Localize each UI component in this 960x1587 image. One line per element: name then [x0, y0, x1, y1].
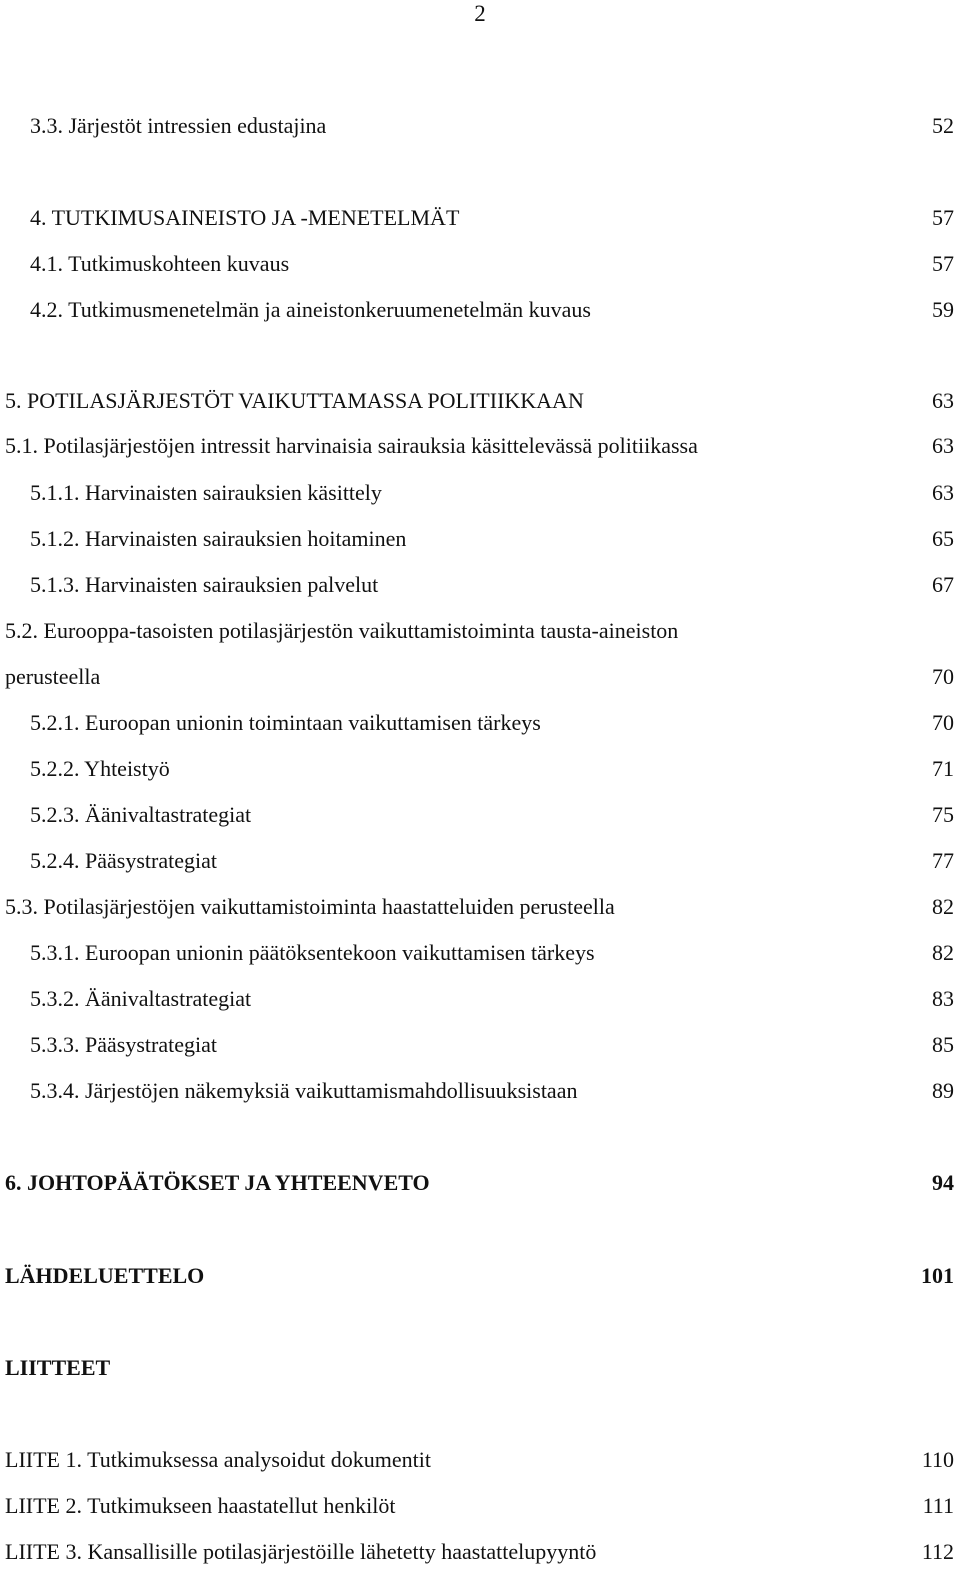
toc-entry-page: 70 — [932, 710, 954, 735]
toc-entry-page: 63 — [932, 433, 954, 458]
toc-entry-page: 57 — [932, 251, 954, 276]
toc-entry-title: 4. TUTKIMUSAINEISTO JA -MENETELMÄT — [30, 205, 460, 230]
toc-entry-page: 94 — [932, 1170, 954, 1195]
toc-entry-title: LÄHDELUETTELO — [5, 1263, 205, 1288]
toc-entry — [0, 846, 960, 876]
toc-entry-title: 5.3. Potilasjärjestöjen vaikuttamistoiminta haastatteluiden perusteella — [5, 894, 615, 919]
toc-entry — [0, 524, 960, 554]
toc-entry-page: 59 — [932, 297, 954, 322]
toc-entry — [0, 1491, 960, 1521]
toc-entry-title: 5.3.1. Euroopan unionin päätöksentekoon vaikuttamisen tärkeys — [30, 940, 595, 965]
toc-entry-title: LIITTEET — [5, 1355, 111, 1380]
toc-entry — [0, 938, 960, 968]
toc-entry-page: 71 — [932, 756, 954, 781]
toc-entry-page: 57 — [932, 205, 954, 230]
toc-entry-title: 5.3.3. Pääsystrategiat — [30, 1032, 217, 1057]
toc-entry-page: 65 — [932, 526, 954, 551]
toc-entry — [0, 662, 960, 692]
toc-entry — [0, 1261, 960, 1291]
toc-entry-page: 83 — [932, 986, 954, 1011]
toc-entry-page: 63 — [932, 388, 954, 413]
toc-entry — [0, 570, 960, 600]
toc-entry-page: 63 — [932, 480, 954, 505]
toc-entry — [0, 203, 960, 233]
toc-entry-title: 5.3.4. Järjestöjen näkemyksiä vaikuttamismahdollisuuksistaan — [30, 1078, 578, 1103]
toc-entry-title: 4.2. Tutkimusmenetelmän ja aineistonkeruumenetelmän kuvaus — [30, 297, 591, 322]
toc-entry — [0, 478, 960, 508]
toc-entry — [0, 984, 960, 1014]
toc-entry-page: 75 — [932, 802, 954, 827]
toc-entry-title: perusteella — [5, 664, 101, 689]
toc-entry-title: LIITE 2. Tutkimukseen haastatellut henkilöt — [5, 1493, 396, 1518]
toc-entry — [0, 111, 960, 141]
toc-entry-page: 67 — [932, 572, 954, 597]
toc-entry-title: 5. POTILASJÄRJESTÖT VAIKUTTAMASSA POLITIIKKAAN — [5, 388, 584, 413]
toc-entry-title: LIITE 3. Kansallisille potilasjärjestöille lähetetty haastattelupyyntö — [5, 1539, 597, 1564]
toc-entry-title: 5.2. Eurooppa-tasoisten potilasjärjestön vaikuttamistoiminta tausta-aineiston — [5, 618, 679, 643]
toc-entry-title: 5.1.3. Harvinaisten sairauksien palvelut — [30, 572, 379, 597]
toc-entry-title: 5.2.3. Äänivaltastrategiat — [30, 802, 252, 827]
toc-entry-page: 111 — [922, 1493, 954, 1518]
toc-entry — [0, 892, 960, 922]
toc-entry-title: LIITE 1. Tutkimuksessa analysoidut dokumentit — [5, 1447, 431, 1472]
toc-entry-title: 6. JOHTOPÄÄTÖKSET JA YHTEENVETO — [5, 1170, 430, 1195]
toc-entry — [0, 1445, 960, 1475]
toc-entry — [0, 800, 960, 830]
toc-entry-page: 110 — [921, 1447, 954, 1472]
toc-entry — [0, 754, 960, 784]
toc-entry — [0, 431, 960, 461]
toc-entry — [0, 1537, 960, 1567]
toc-entry-title: 5.3.2. Äänivaltastrategiat — [30, 986, 252, 1011]
toc-entry — [0, 1030, 960, 1060]
toc-entry-title: 5.1. Potilasjärjestöjen intressit harvinaisia sairauksia käsittelevässä politiikassa — [5, 433, 698, 458]
toc-entry-page: 112 — [921, 1539, 954, 1564]
toc-entry — [0, 1353, 960, 1383]
toc-entry-page: 82 — [932, 894, 954, 919]
toc-entry-page: 77 — [932, 848, 954, 873]
toc-entry — [0, 1168, 960, 1198]
toc-entry-title: 5.2.1. Euroopan unionin toimintaan vaikuttamisen tärkeys — [30, 710, 541, 735]
toc-entry — [0, 616, 960, 646]
toc-entry-page: 70 — [932, 664, 954, 689]
toc-entry — [0, 1076, 960, 1106]
toc-entry-page: 85 — [932, 1032, 954, 1057]
toc-entry-title: 5.2.4. Pääsystrategiat — [30, 848, 217, 873]
toc-entry-page: 82 — [932, 940, 954, 965]
toc-entry-page: 89 — [932, 1078, 954, 1103]
toc-entry — [0, 708, 960, 738]
toc-entry-page: 101 — [921, 1263, 954, 1288]
toc-entry-title: 5.1.1. Harvinaisten sairauksien käsittely — [30, 480, 382, 505]
page-number: 2 — [474, 1, 486, 26]
toc-entry-title: 5.2.2. Yhteistyö — [30, 756, 170, 781]
toc-entry — [0, 386, 960, 416]
toc-entry — [0, 295, 960, 325]
toc-entry — [0, 249, 960, 279]
toc-entry-title: 5.1.2. Harvinaisten sairauksien hoitaminen — [30, 526, 407, 551]
toc-entry-page: 52 — [932, 113, 954, 138]
toc-entry-title: 3.3. Järjestöt intressien edustajina — [30, 113, 327, 138]
toc-entry-title: 4.1. Tutkimuskohteen kuvaus — [30, 251, 290, 276]
